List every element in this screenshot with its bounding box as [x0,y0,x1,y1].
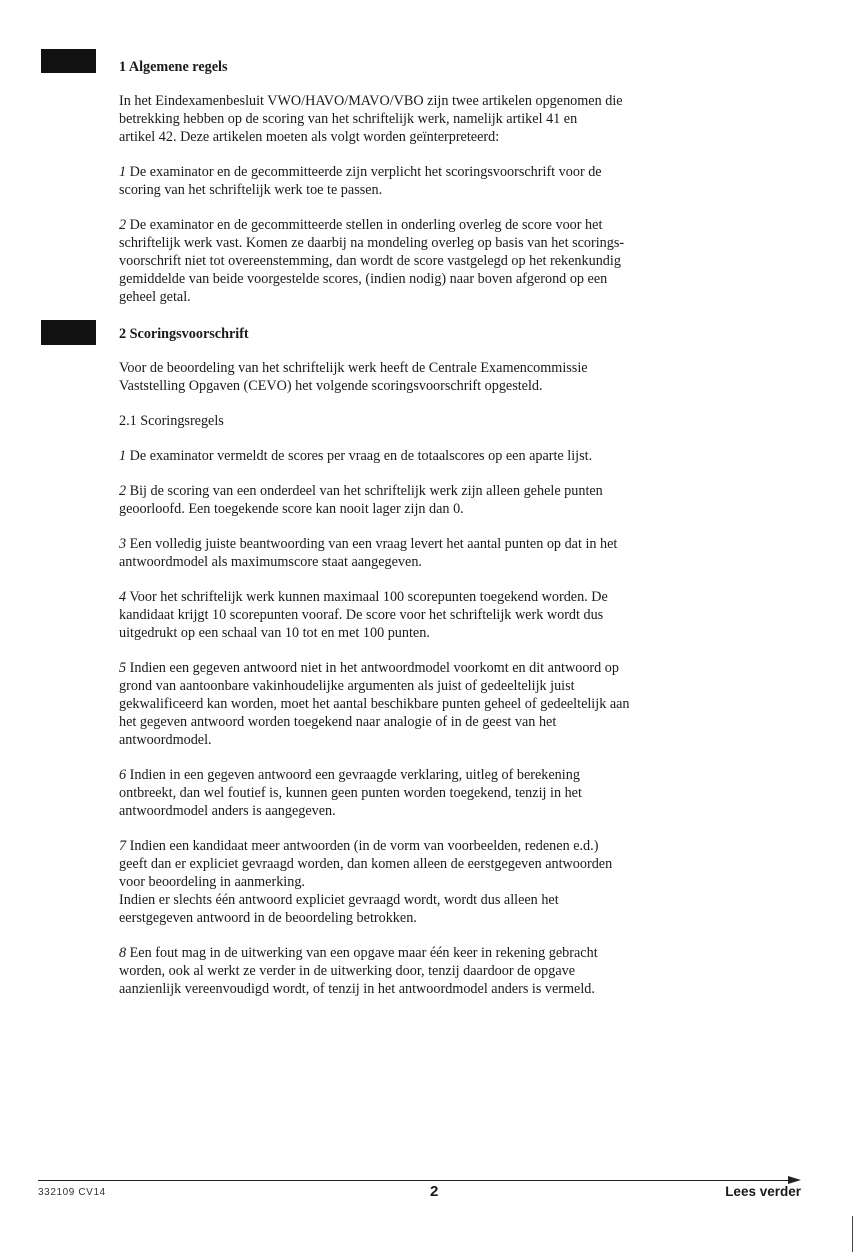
paragraph [119,588,739,642]
line-text: In het Eindexamenbesluit VWO/HAVO/MAVO/VBO zijn twee artikelen opgenomen die [119,93,623,109]
paragraph [119,216,739,306]
section-marker-2 [41,320,96,345]
text-line [119,606,739,624]
rule-number: 1 [119,448,127,464]
text-line [119,270,739,288]
text-line [119,891,739,909]
line-text: voorschrift niet tot overeenstemming, dan wordt de score vastgelegd op het rekenkundig [119,253,621,269]
section-marker-1 [41,49,96,73]
text-line [119,92,739,110]
text-line [119,659,739,677]
line-text: geoorloofd. Een toegekende score kan nooit lager zijn dan 0. [119,501,464,517]
text-line [119,181,739,199]
paragraph [119,92,739,146]
text-line [119,377,739,395]
rule-number: 6 [119,767,127,783]
text-line [119,553,739,571]
text-line [119,802,739,820]
paragraph [119,482,739,518]
text-line [119,731,739,749]
text-line [119,110,739,128]
line-text: ontbreekt, dan wel foutief is, kunnen geen punten worden toegekend, tenzij in het [119,785,582,801]
text-line [119,837,739,855]
line-text: Bij de scoring van een onderdeel van het schriftelijk werk zijn alleen gehele punten [126,483,603,499]
text-line [119,980,739,998]
line-text: eerstgegeven antwoord in de beoordeling betrokken. [119,910,417,926]
line-text: De examinator en de gecommitteerde stellen in onderling overleg de score voor het [126,217,603,233]
text-line [119,359,739,377]
paragraph [119,412,739,430]
text-line [119,482,739,500]
text-line [119,288,739,306]
text-line [119,713,739,731]
line-text: Een volledig juiste beantwoording van een vraag levert het aantal punten op dat in het [126,536,618,552]
text-line [119,766,739,784]
text-line [119,447,739,465]
line-text: artikel 42. Deze artikelen moeten als volgt worden geïnterpreteerd: [119,129,500,145]
rule-number: 7 [119,838,127,854]
text-line [119,412,739,430]
line-text: scoring van het schriftelijk werk toe te passen. [119,182,383,198]
arrow-right-icon [788,1176,801,1184]
text-line [119,855,739,873]
line-text: gekwalificeerd kan worden, moet het aantal beschikbare punten geheel of gedeeltelijk aan [119,696,630,712]
continue-label: Lees verder [725,1184,801,1199]
line-text: Voor de beoordeling van het schriftelijk werk heeft de Centrale Examencommissie [119,360,588,376]
text-line [119,624,739,642]
line-text: betrekking hebben op de scoring van het schriftelijk werk, namelijk artikel 41 en [119,111,578,127]
rule-number: 1 [119,164,127,180]
line-text: antwoordmodel als maximumscore staat aangegeven. [119,554,422,570]
text-line [119,588,739,606]
text-line [119,128,739,146]
line-text: kandidaat krijgt 10 scorepunten vooraf. De score voor het schriftelijk werk wordt dus [119,607,604,623]
text-line [119,216,739,234]
rule-number: 2 [119,217,127,233]
text-line [119,784,739,802]
text-line [119,252,739,270]
text-line [119,535,739,553]
text-line [119,962,739,980]
rule-number: 5 [119,660,127,676]
line-text: uitgedrukt op een schaal van 10 tot en met 100 punten. [119,625,430,641]
text-line [119,677,739,695]
line-text: gemiddelde van beide voorgestelde scores, (indien nodig) naar boven afgerond op een [119,271,608,287]
paragraph [119,447,739,465]
footer-rule [38,1180,794,1181]
rule-number: 2 [119,483,127,499]
paragraph [119,359,739,395]
text-line [119,234,739,252]
rule-number: 4 [119,589,127,605]
line-text: worden, ook al werkt ze verder in de uitwerking door, tenzij daardoor de opgave [119,963,576,979]
line-text: antwoordmodel. [119,732,212,748]
text-line [119,944,739,962]
text-line [119,873,739,891]
page-number: 2 [430,1183,439,1200]
paragraph [119,944,739,998]
line-text: grond van aantoonbare vakinhoudelijke argumenten als juist of gedeeltelijk juist [119,678,575,694]
line-text: het gegeven antwoord worden toegekend naar analogie of in de geest van het [119,714,557,730]
paragraph [119,659,739,749]
text-line [119,909,739,927]
section-heading: 2 Scoringsvoorschrift [119,326,249,342]
line-text: De examinator vermeldt de scores per vraag en de totaalscores op een aparte lijst. [126,448,593,464]
text-line [119,500,739,518]
line-text: antwoordmodel anders is aangegeven. [119,803,336,819]
paragraph [119,163,739,199]
text-line [119,695,739,713]
line-text: Indien een gegeven antwoord niet in het antwoordmodel voorkomt en dit antwoord op [126,660,619,676]
line-text: geheel getal. [119,289,191,305]
line-text: aanzienlijk vereenvoudigd wordt, of tenzij in het antwoordmodel anders is vermeld. [119,981,595,997]
line-text: geeft dan er expliciet gevraagd worden, dan komen alleen de eerstgegeven antwoorden [119,856,613,872]
text-line [119,163,739,181]
line-text: Indien in een gegeven antwoord een gevraagde verklaring, uitleg of berekening [126,767,580,783]
rule-number: 3 [119,536,127,552]
line-text: Voor het schriftelijk werk kunnen maximaal 100 scorepunten toegekend worden. De [126,589,608,605]
section-heading: 1 Algemene regels [119,59,228,75]
document-body [119,58,739,1015]
line-text: Vaststelling Opgaven (CEVO) het volgende scoringsvoorschrift opgesteld. [119,378,543,394]
line-text: Een fout mag in de uitwerking van een opgave maar één keer in rekening gebracht [126,945,598,961]
line-text: Indien een kandidaat meer antwoorden (in de vorm van voorbeelden, redenen e.d.) [126,838,599,854]
line-text: De examinator en de gecommitteerde zijn verplicht het scoringsvoorschrift voor de [126,164,602,180]
line-text: schriftelijk werk vast. Komen ze daarbij na mondeling overleg op basis van het scorings- [119,235,625,251]
line-text: voor beoordeling in aanmerking. [119,874,305,890]
line-text: 2.1 Scoringsregels [119,413,224,429]
edge-mark [852,1216,853,1252]
rule-number: 8 [119,945,127,961]
document-code: 332109 CV14 [38,1187,106,1198]
paragraph [119,837,739,927]
paragraph [119,535,739,571]
paragraph [119,766,739,820]
line-text: Indien er slechts één antwoord expliciet gevraagd wordt, wordt dus alleen het [119,892,559,908]
